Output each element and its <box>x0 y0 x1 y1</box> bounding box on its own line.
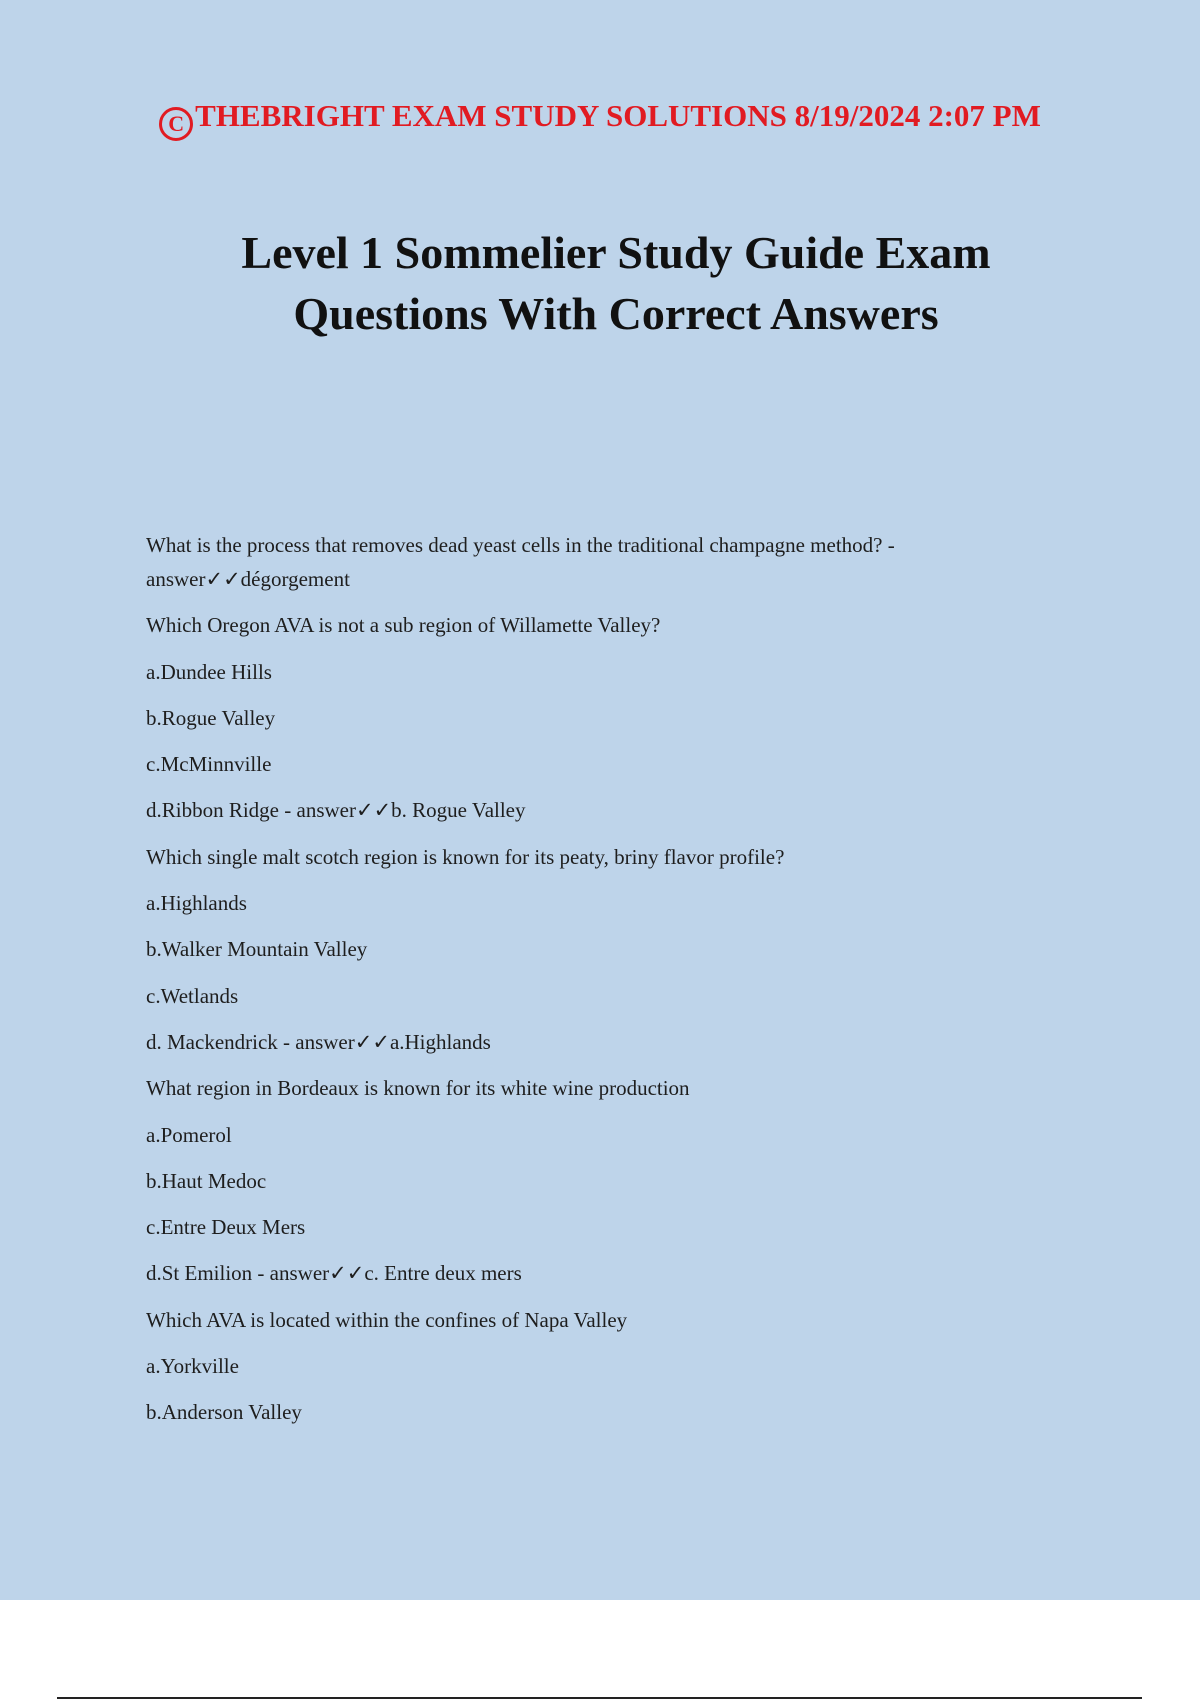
copyright-header <box>0 98 1200 141</box>
answer-option: a.Pomerol <box>146 1122 232 1147</box>
answer-option: a.Yorkville <box>146 1354 239 1379</box>
title-line-1: Level 1 Sommelier Study Guide Exam <box>241 227 991 278</box>
answer-option: d.St Emilion - answer✓✓c. Entre deux mers <box>146 1261 522 1286</box>
bottom-divider <box>57 1697 1142 1699</box>
question-line: What is the process that removes dead yeast cells in the traditional champagne method? - answer✓✓dégorgement <box>146 533 895 591</box>
title-line-2: Questions With Correct Answers <box>293 288 939 339</box>
header-text: THEBRIGHT EXAM STUDY SOLUTIONS 8/19/2024 2:07 PM <box>195 98 1041 133</box>
answer-option: d.Ribbon Ridge - answer✓✓b. Rogue Valley <box>146 798 526 823</box>
answer-option: b.Rogue Valley <box>146 705 276 730</box>
question-line: Which Oregon AVA is not a sub region of Willamette Valley? <box>146 613 661 638</box>
answer-option: c.Wetlands <box>146 983 239 1008</box>
answer-option: a.Highlands <box>146 891 247 916</box>
answer-option: d. Mackendrick - answer✓✓a.Highlands <box>146 1029 491 1054</box>
question-line: Which single malt scotch region is known for its peaty, briny flavor profile? <box>146 844 785 869</box>
question-list <box>146 528 1046 1442</box>
answer-option: b.Haut Medoc <box>146 1168 267 1193</box>
document-title <box>0 222 1200 344</box>
question-line: Which AVA is located within the confines of Napa Valley <box>146 1307 628 1332</box>
answer-option: b.Walker Mountain Valley <box>146 937 368 962</box>
answer-option: a.Dundee Hills <box>146 659 272 684</box>
answer-option: b.Anderson Valley <box>146 1400 302 1425</box>
copyright-icon: C <box>159 107 193 141</box>
answer-option: c.Entre Deux Mers <box>146 1215 306 1240</box>
question-line: What region in Bordeaux is known for its white wine production <box>146 1076 690 1101</box>
answer-option: c.McMinnville <box>146 752 272 777</box>
